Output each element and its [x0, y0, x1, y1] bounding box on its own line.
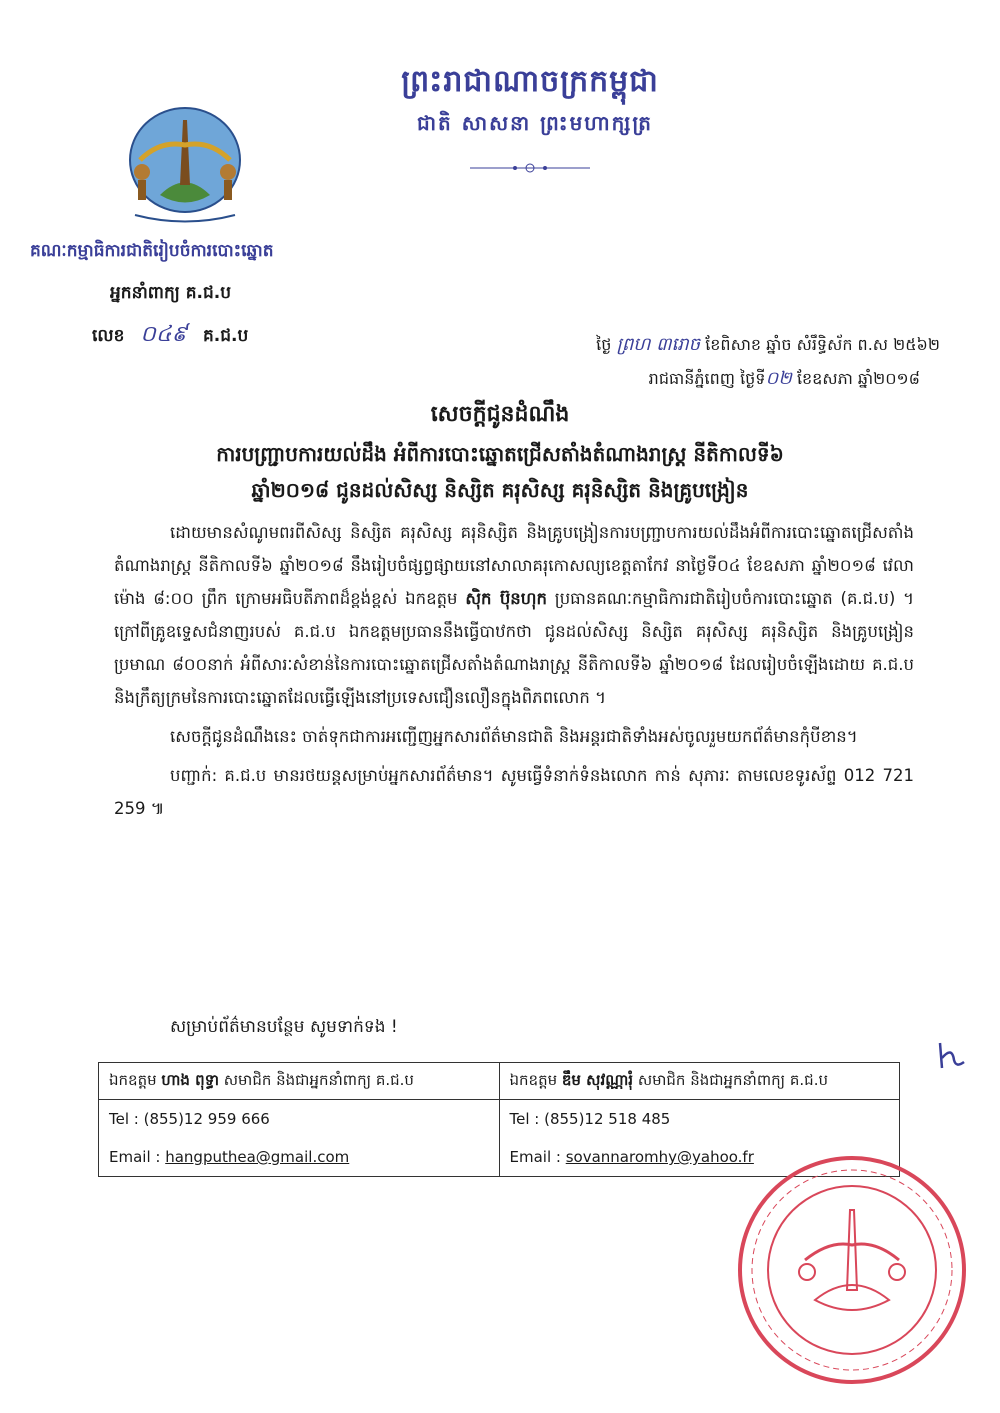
reference-number — [92, 320, 352, 352]
reference-label: លេខ — [92, 326, 125, 346]
body-text — [114, 516, 914, 831]
solar-handwritten: ០២ — [765, 368, 792, 389]
contact-heading: ឯកឧត្តម ហាង ពុទ្ធា សមាជិក និងជាអ្នកនាំពាក្យ គ.ជ.ប — [99, 1063, 499, 1100]
contact-heading: ឯកឧត្តម ឌឹម សុវណ្ណារុំ សមាជិក និងជាអ្នកនាំពាក្យ គ.ជ.ប — [500, 1063, 900, 1100]
contact-email-line: Email : sovannaromhy@yahoo.fr — [509, 1148, 754, 1166]
contact-name: ឌឹម សុវណ្ណារុំ — [561, 1071, 634, 1089]
solar-date — [540, 366, 920, 393]
more-info-line: សម្រាប់ព័ត៌មានបន្ថែម សូមទាក់ទង ! — [170, 1017, 398, 1037]
spokesperson-office: អ្នកនាំពាក្យ គ.ជ.ប — [110, 283, 232, 303]
kingdom-heading: ព្រះរាជាណាចក្រកម្ពុជា — [401, 64, 659, 99]
document-title: សេចក្តីជូនដំណឹង — [430, 402, 570, 427]
ornament-divider — [470, 158, 590, 178]
lunar-date — [460, 332, 940, 359]
organization-name: គណៈកម្មាធិការជាតិរៀបចំការបោះឆ្នោត — [30, 241, 274, 261]
reference-suffix: គ.ជ.ប — [202, 326, 249, 346]
national-motto: ជាតិ សាសនា ព្រះមហាក្សត្រ — [417, 111, 653, 135]
paragraph-3: បញ្ជាក់: គ.ជ.ប មានរថយន្តសម្រាប់អ្នកសារព័ត៌មាន។ សូមធ្វើទំនាក់ទំនងលោក កាន់ សុភារៈ តាមលេខទូរស័ព្ទ 012 721 259 ៕ — [114, 766, 914, 818]
handwritten-initial — [930, 1038, 970, 1078]
chairman-name: ស៊ិក ប៊ុនហុក — [465, 589, 547, 608]
lunar-prefix: ថ្ងៃ — [596, 335, 612, 354]
lunar-handwritten: ព្រហ ៣រោច — [616, 334, 701, 355]
contact-email-link[interactable]: sovannaromhy@yahoo.fr — [565, 1148, 754, 1166]
paragraph-1: ដោយមានសំណូមពរពីសិស្ស និស្សិត គរុសិស្ស គរុនិស្សិត និងគ្រូបង្រៀនការបញ្ជ្រាបការយល់ដឹងអំពីការបោះឆ្នោតជ្រើសតាំងតំណាងរាស្ត្រ នីតិកាលទី៦ ឆ្នាំ២០១៨ នឹងរៀបចំផ្សព្វផ្សាយនៅសាលាគរុកោសល្យខេត្តតាកែវ នាថ្ងៃទី០៤ ខែឧសភា ឆ្នាំ២០១៨ វេលាម៉ោង ៨:០០ ព្រឹក ក្រោមអធិបតីភាពដ៏ខ្ពង់ខ្ពស់ ឯកឧត្តម ស៊ិក ប៊ុនហុក ប្រធានគណៈកម្មាធិការជាតិរៀបចំការបោះឆ្នោត (គ.ជ.ប) ។ ក្រៅពីគ្រូឧទ្ទេសជំនាញរបស់ គ.ជ.ប ឯកឧត្តមប្រធាននឹងធ្វើបាឋកថា ជូនដល់សិស្ស និស្សិត គរុសិស្ស គរុនិស្សិត និងគ្រូបង្រៀន ប្រមាណ ៨០០នាក់ អំពីសារៈសំខាន់នៃការបោះឆ្នោតជ្រើសតាំងតំណាងរាស្ត្រ នីតិកាលទី៦ ឆ្នាំ២០១៨ ដែលរៀបចំឡើងដោយ គ.ជ.ប និងក្រឹត្យក្រមនៃការបោះឆ្នោតដែលធ្វើឡើងនៅប្រទេសជឿនលឿនក្នុងពិភពលោក ។ — [114, 523, 914, 707]
contact-email-line: Email : hangputhea@gmail.com — [109, 1148, 350, 1166]
contact-cell-1 — [99, 1063, 500, 1177]
subtitle-line-1: ការបញ្ជ្រាបការយល់ដឹង អំពីការបោះឆ្នោតជ្រើសតាំងតំណាងរាស្ត្រ នីតិកាលទី៦ — [216, 442, 784, 466]
contact-tel: Tel : (855)12 518 485 — [509, 1110, 671, 1128]
document-subtitle — [120, 436, 880, 508]
contact-email-link[interactable]: hangputhea@gmail.com — [165, 1148, 350, 1166]
subtitle-line-2: ឆ្នាំ២០១៨ ជូនដល់សិស្ស និស្សិត គរុសិស្ស គរុនិស្សិត និងគ្រូបង្រៀន — [251, 478, 749, 502]
solar-prefix: រាជធានីភ្នំពេញ ថ្ងៃទី — [648, 369, 766, 388]
contact-name: ហាង ពុទ្ធា — [161, 1071, 219, 1089]
reference-value: ០៤៩ — [140, 322, 188, 347]
nec-logo — [120, 100, 250, 230]
solar-rest: ខែឧសភា ឆ្នាំ២០១៨ — [796, 369, 920, 388]
official-seal — [735, 1150, 970, 1390]
lunar-rest: ខែពិសាខ ឆ្នាំច សំរឹទ្ធិស័ក ព.ស ២៥៦២ — [705, 335, 940, 354]
contact-tel: Tel : (855)12 959 666 — [109, 1110, 270, 1128]
paragraph-2: សេចក្តីជូនដំណឹងនេះ ចាត់ទុកជាការអញ្ជើញអ្នកសារព័ត៌មានជាតិ និងអន្តរជាតិទាំងអស់ចូលរួមយកព័ត៌មានកុំបីខាន។ — [170, 727, 858, 746]
